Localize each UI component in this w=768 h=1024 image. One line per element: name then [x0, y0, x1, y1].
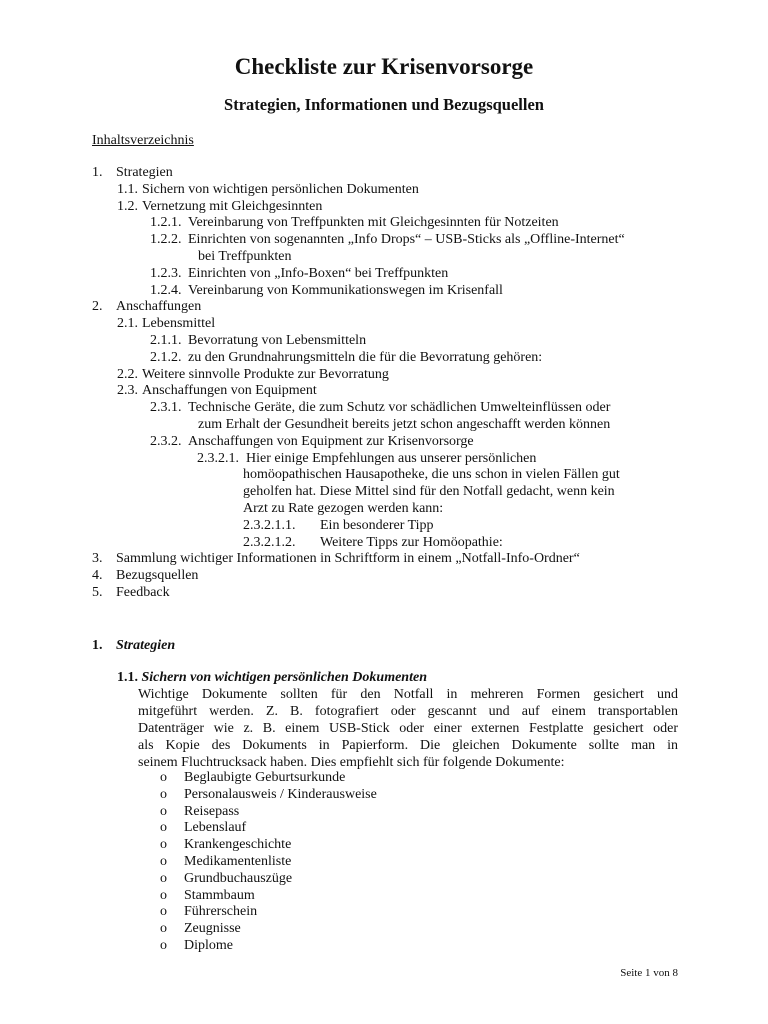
toc-entry: [0, 518, 768, 535]
toc-entry: [0, 215, 768, 232]
toc-entry-number: 2.3.2.: [150, 433, 182, 449]
subsection-heading: [117, 669, 427, 686]
list-item: [160, 904, 377, 921]
toc-entry: [0, 165, 768, 182]
list-item-text: Lebenslauf: [184, 820, 247, 836]
toc-entry: [0, 467, 768, 484]
toc-entry: [0, 333, 768, 350]
toc-entry-text: Sammlung wichtiger Informationen in Schriftform in einem „Notfall-Info-Ordner“: [116, 551, 580, 567]
toc-entry: [0, 199, 768, 216]
toc-entry-text: Einrichten von „Info-Boxen“ bei Treffpunkten: [188, 265, 449, 281]
bullet-marker: o: [160, 870, 167, 886]
paragraph-line: Wichtige Dokumente sollten für den Notfall in mehreren Formen gesichert und: [138, 687, 678, 702]
toc-entry-text: Anschaffungen von Equipment zur Krisenvorsorge: [188, 433, 474, 449]
toc-entry-text: zum Erhalt der Gesundheit bereits jetzt schon angeschafft werden können: [198, 416, 611, 432]
toc-entry-text: Technische Geräte, die zum Schutz vor schädlichen Umwelteinflüssen oder: [188, 400, 611, 416]
toc-entry: [0, 501, 768, 518]
toc-entry: [0, 585, 768, 602]
toc-entry-number: 2.3.: [117, 383, 138, 399]
toc-entry-text: zu den Grundnahrungsmitteln die für die Bevorratung gehören:: [188, 349, 543, 365]
table-of-contents: [0, 165, 768, 602]
toc-entry: [0, 283, 768, 300]
toc-entry-text: Lebensmittel: [142, 316, 216, 332]
section-title: Strategien: [116, 638, 176, 653]
list-item-text: Krankengeschichte: [184, 837, 292, 853]
toc-entry-text: bei Treffpunkten: [198, 248, 292, 264]
paragraph-line: mitgeführt werden. Z. B. fotografiert oder gescannt und auf einem transportablen: [138, 704, 678, 719]
subsection-number: 1.1.: [117, 670, 138, 685]
toc-entry-number: 2.3.2.1.2.: [243, 534, 296, 550]
list-item: [160, 770, 377, 787]
toc-entry-text: Weitere Tipps zur Homöopathie:: [320, 534, 503, 550]
section-heading: [92, 637, 175, 655]
bullet-marker: o: [160, 820, 167, 836]
list-item: [160, 888, 377, 905]
list-item: [160, 787, 377, 804]
toc-entry-number: 1.: [92, 165, 103, 180]
body-paragraph: [138, 686, 678, 771]
document-title: Checkliste zur Krisenvorsorge: [234, 54, 534, 79]
toc-entry-number: 2.1.1.: [150, 332, 182, 348]
page-footer: Seite 1 von 8: [620, 967, 678, 979]
list-item-text: Personalausweis / Kinderausweise: [184, 786, 377, 802]
toc-entry-text: Vereinbarung von Treffpunkten mit Gleichgesinnten für Notzeiten: [188, 215, 559, 231]
toc-entry-number: 1.2.1.: [150, 215, 182, 231]
bullet-marker: o: [160, 786, 167, 802]
toc-entry-number: 2.3.1.: [150, 400, 182, 416]
toc-entry: [0, 417, 768, 434]
section-number: 1.: [92, 638, 103, 653]
toc-entry: [0, 551, 768, 568]
toc-entry-text: Vereinbarung von Kommunikationswegen im Krisenfall: [188, 282, 503, 298]
bullet-marker: o: [160, 904, 167, 920]
toc-entry-number: 2.1.2.: [150, 349, 182, 365]
toc-entry: [0, 383, 768, 400]
toc-entry-text: Strategien: [116, 165, 173, 180]
toc-entry-text: homöopathischen Hausapotheke, die uns schon in vielen Fällen gut: [243, 467, 620, 483]
paragraph-line: seinem Fluchtrucksack haben. Dies empfiehlt sich für folgende Dokumente:: [138, 755, 565, 770]
toc-entry-text: Feedback: [116, 584, 170, 600]
list-item: [160, 854, 377, 871]
list-item: [160, 804, 377, 821]
toc-entry-text: Bevorratung von Lebensmitteln: [188, 332, 367, 348]
toc-entry: [0, 535, 768, 552]
toc-entry-number: 1.2.: [117, 198, 138, 214]
toc-entry-number: 2.3.2.1.1.: [243, 517, 296, 533]
list-item: [160, 938, 377, 955]
subsection-title: Sichern von wichtigen persönlichen Dokumenten: [141, 670, 427, 685]
toc-entry: [0, 434, 768, 451]
toc-entry-number: 1.2.3.: [150, 265, 182, 281]
toc-entry: [0, 182, 768, 199]
paragraph-line: Datenträger wie z. B. einem USB-Stick oder einer externen Festplatte gesichert oder: [138, 721, 678, 736]
toc-entry-text: Einrichten von sogenannten „Info Drops“ – USB-Sticks als „Offline-Internet“: [188, 232, 625, 248]
toc-entry: [0, 350, 768, 367]
list-item-text: Zeugnisse: [184, 921, 241, 937]
list-item: [160, 871, 377, 888]
toc-entry-text: Anschaffungen von Equipment: [142, 383, 317, 399]
toc-entry: [0, 400, 768, 417]
list-item-text: Diplome: [184, 937, 233, 953]
toc-entry: [0, 316, 768, 333]
toc-entry-text: Arzt zu Rate gezogen werden kann:: [243, 500, 444, 516]
toc-entry-text: Weitere sinnvolle Produkte zur Bevorratung: [142, 366, 389, 382]
toc-entry-number: 4.: [92, 568, 103, 584]
toc-entry-text: geholfen hat. Diese Mittel sind für den Notfall gedacht, wenn kein: [243, 484, 615, 500]
document-subtitle: Strategien, Informationen und Bezugsquellen: [224, 95, 544, 114]
toc-entry: [0, 484, 768, 501]
list-item: [160, 820, 377, 837]
toc-entry-text: Ein besonderer Tipp: [320, 517, 434, 533]
documents-list: [160, 770, 377, 955]
bullet-marker: o: [160, 803, 167, 819]
toc-entry-number: 2.1.: [117, 316, 138, 332]
list-item: [160, 837, 377, 854]
toc-entry-text: Hier einige Empfehlungen aus unserer persönlichen: [246, 450, 537, 466]
list-item-text: Beglaubigte Geburtsurkunde: [184, 770, 346, 785]
bullet-marker: o: [160, 937, 167, 953]
toc-entry-number: 2.2.: [117, 366, 138, 382]
toc-heading: Inhaltsverzeichnis: [92, 133, 194, 148]
list-item-text: Grundbuchauszüge: [184, 870, 293, 886]
toc-entry: [0, 299, 768, 316]
toc-entry-number: 2.: [92, 299, 103, 315]
toc-entry: [0, 266, 768, 283]
list-item-text: Reisepass: [184, 803, 240, 819]
toc-entry-text: Sichern von wichtigen persönlichen Dokumenten: [142, 181, 419, 197]
bullet-marker: o: [160, 887, 167, 903]
toc-entry-number: 1.2.4.: [150, 282, 182, 298]
toc-entry: [0, 249, 768, 266]
list-item-text: Stammbaum: [184, 887, 255, 903]
list-item-text: Medikamentenliste: [184, 853, 292, 869]
paragraph-line: als Kopie des Dokuments in Papierform. Die gleichen Dokumente sollte man in: [138, 738, 678, 753]
list-item-text: Führerschein: [184, 904, 258, 920]
toc-entry-number: 3.: [92, 551, 103, 567]
toc-entry-number: 1.1.: [117, 181, 138, 197]
toc-entry: [0, 568, 768, 585]
toc-entry-number: 2.3.2.1.: [197, 450, 239, 466]
bullet-marker: o: [160, 853, 167, 869]
toc-entry: [0, 367, 768, 384]
bullet-marker: o: [160, 921, 167, 937]
toc-entry-text: Vernetzung mit Gleichgesinnten: [142, 198, 323, 214]
list-item: [160, 921, 377, 938]
bullet-marker: o: [160, 770, 167, 785]
toc-entry: [0, 451, 768, 468]
toc-entry-text: Bezugsquellen: [116, 568, 199, 584]
toc-entry-number: 5.: [92, 584, 103, 600]
toc-entry: [0, 232, 768, 249]
toc-entry-text: Anschaffungen: [116, 299, 202, 315]
toc-entry-number: 1.2.2.: [150, 232, 182, 248]
bullet-marker: o: [160, 837, 167, 853]
